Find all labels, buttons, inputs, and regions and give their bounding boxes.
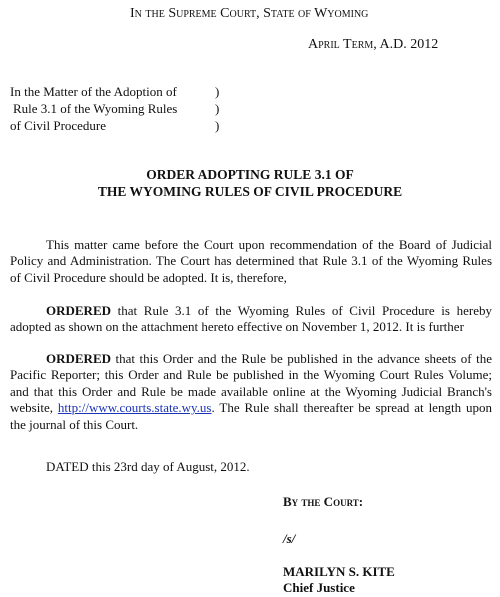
caption-line-3: of Civil Procedure — [10, 118, 107, 133]
order-title-line-2: THE WYOMING RULES OF CIVIL PROCEDURE — [97, 184, 403, 199]
caption-paren-3: ) — [215, 118, 220, 133]
dated-line: DATED this 23rd day of August, 2012. — [46, 459, 250, 474]
term-heading: April Term, A.D. 2012 — [308, 37, 439, 52]
caption-line-2: Rule 3.1 of the Wyoming Rules — [13, 101, 178, 116]
justice-name: MARILYN S. KITE — [283, 564, 395, 579]
order-title-line-1: ORDER ADOPTING RULE 3.1 OF — [146, 167, 354, 182]
paragraph-ordered-publication — [10, 351, 492, 433]
paragraph-recommendation: This matter came before the Court upon recommendation of the Board of Judicial Policy and Administration. The Court has determined that Rule 3.1 of the Wyoming Rules of Civil Procedure should be adopted. It is, therefore, — [10, 237, 492, 285]
ordered-lead: ORDERED — [46, 303, 112, 318]
ordered-lead-2: ORDERED — [46, 351, 112, 366]
publication-text-a: that this Order and the Rule be published in the advance sheets of the Pacific Reporter; this Order and Rule be published in the Wyoming Court Rules Volume; and that this Order and Rule be made available online at the Wyoming Judicial Branch's website, — [10, 351, 492, 416]
caption-paren-1: ) — [215, 84, 220, 99]
signature-mark: /s/ — [283, 531, 296, 546]
court-heading: In the Supreme Court, State of Wyoming — [130, 6, 369, 21]
caption-paren-2: ) — [215, 101, 220, 116]
caption-line-1: In the Matter of the Adoption of — [10, 84, 177, 99]
justice-title: Chief Justice — [283, 580, 355, 595]
courts-website-link[interactable]: http://www.courts.state.wy.us — [57, 400, 212, 416]
publication-text-b: . The Rule shall thereafter be spread at length upon the journal of this Court. — [10, 400, 492, 432]
paragraph-ordered-adoption — [10, 303, 492, 336]
by-the-court-label: By the Court: — [283, 494, 364, 509]
paragraph-ordered-adoption-text: that Rule 3.1 of the Wyoming Rules of Civil Procedure is hereby adopted as shown on the attachment hereto effective on November 1, 2012. It is further — [10, 303, 492, 335]
